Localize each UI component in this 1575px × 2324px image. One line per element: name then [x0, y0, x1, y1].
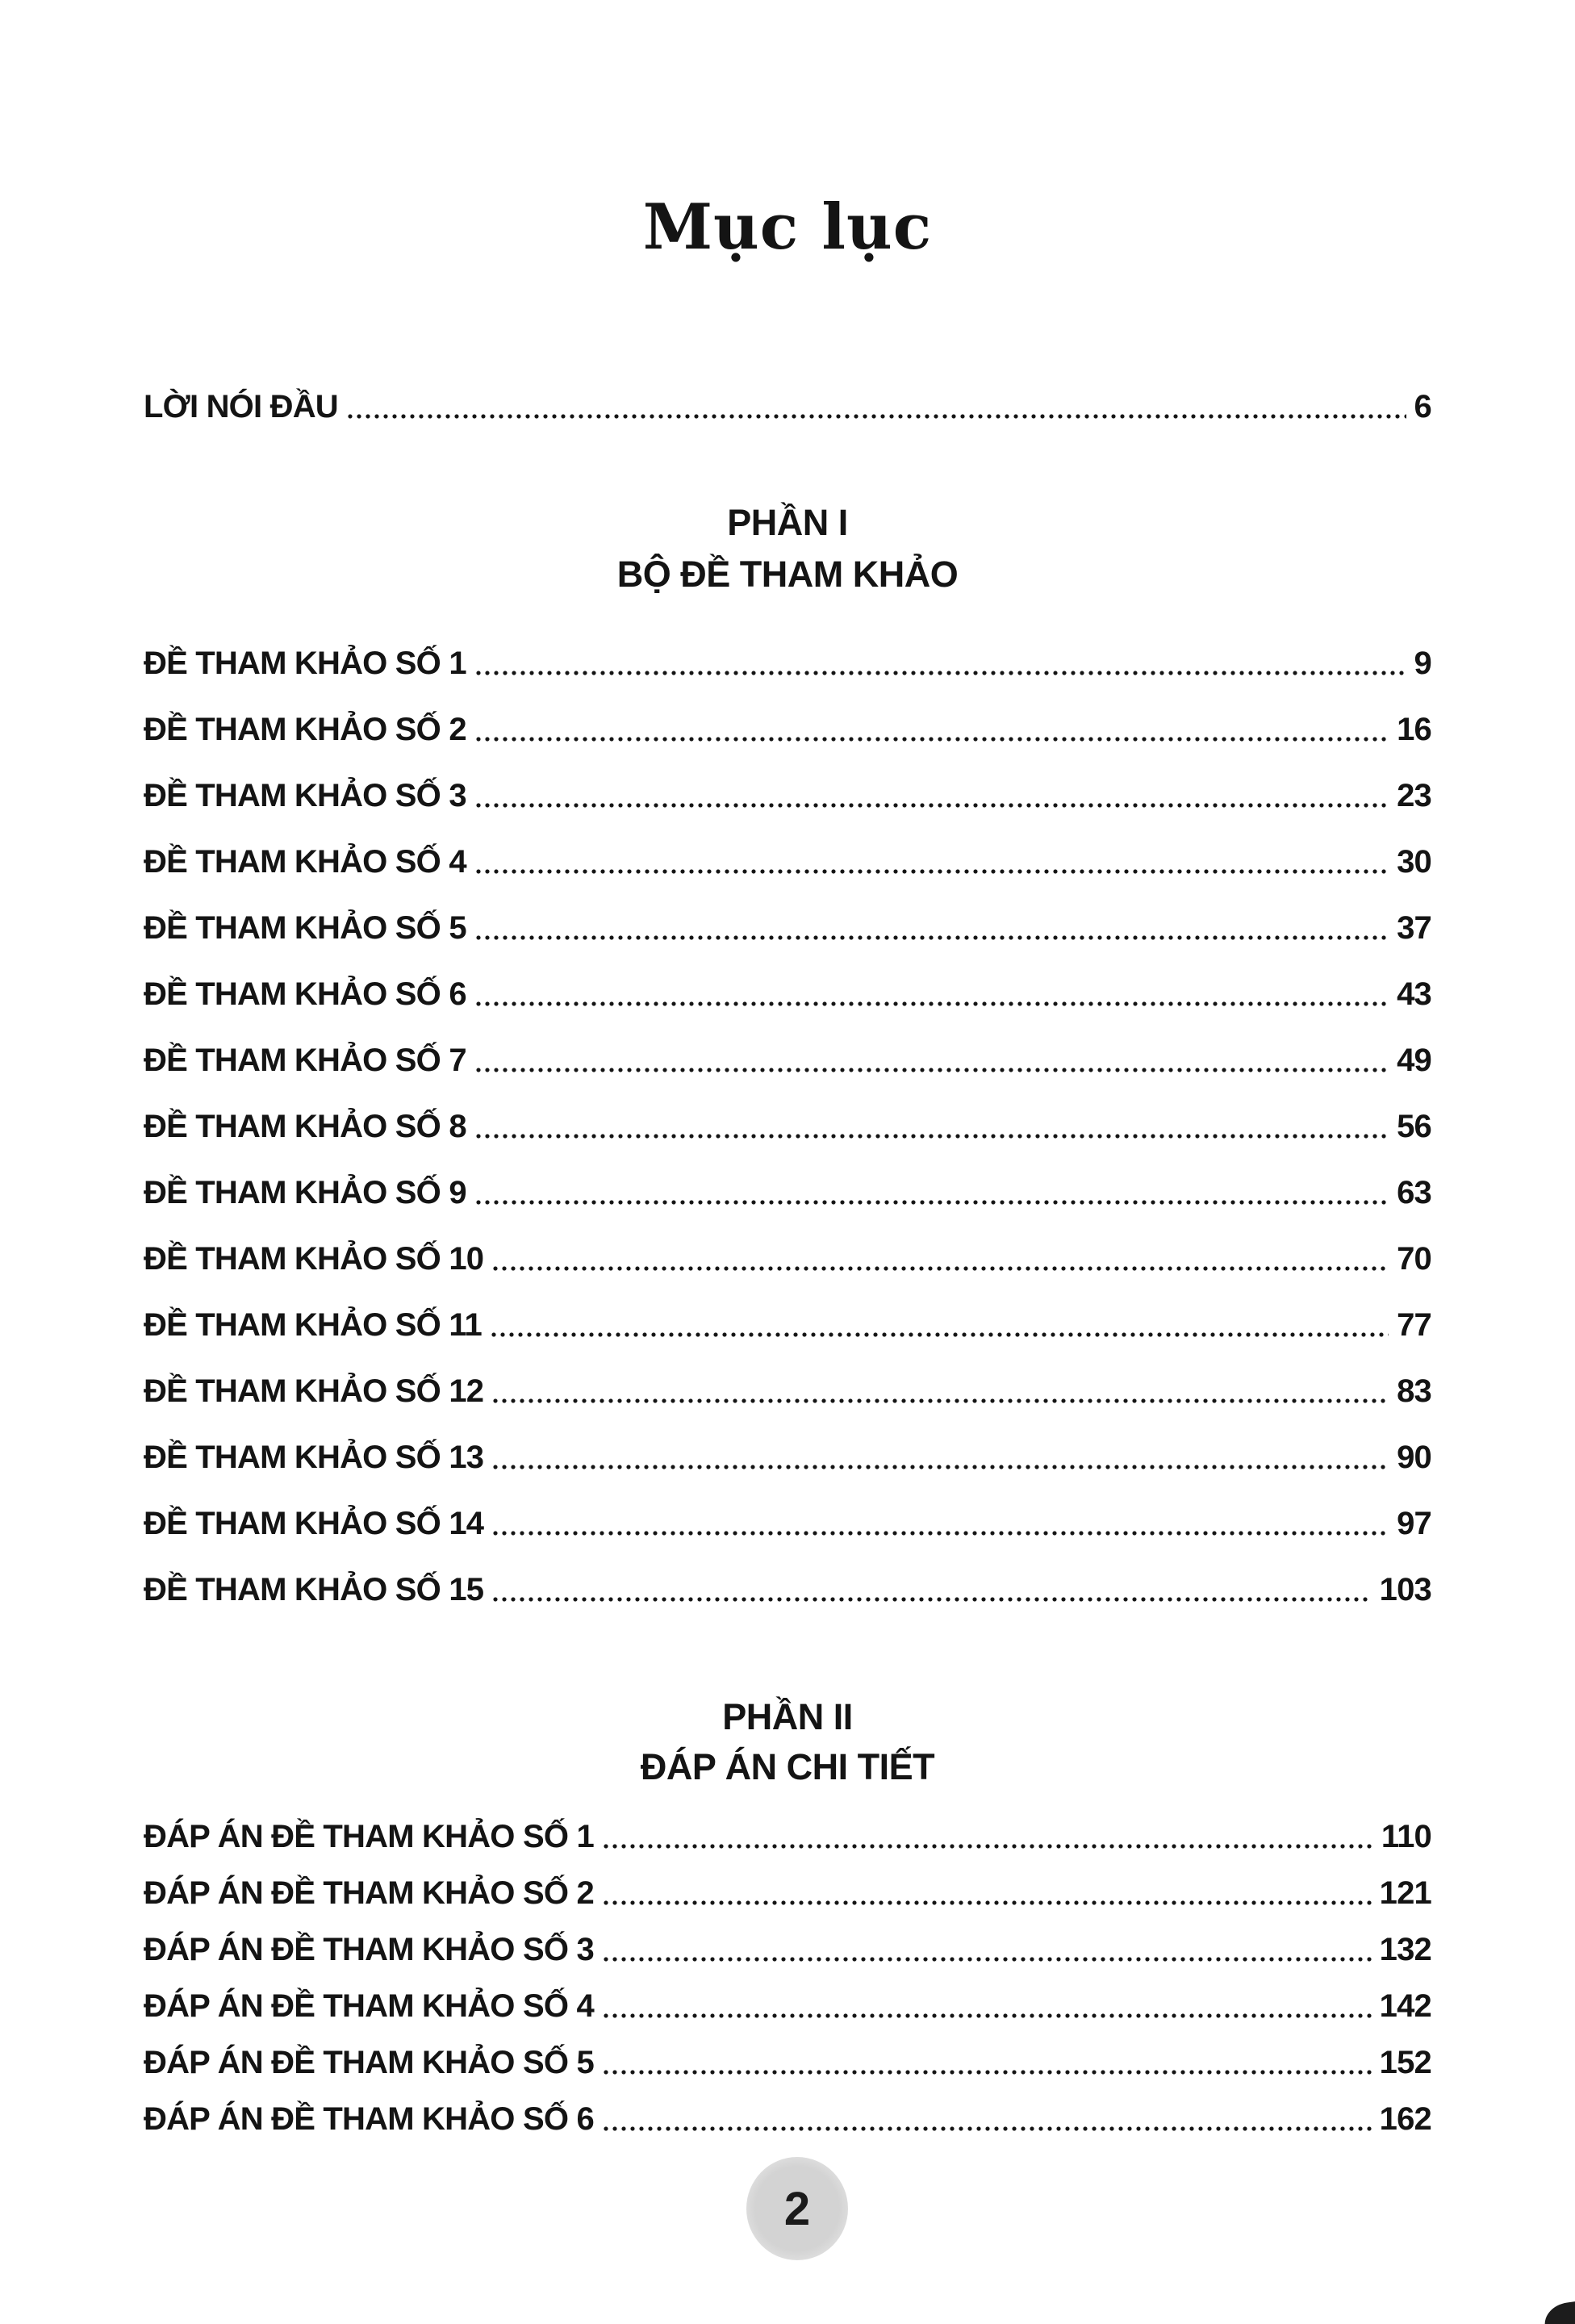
toc-entry — [144, 893, 1431, 959]
toc-entry — [144, 1026, 1431, 1092]
toc-entry-page: 16 — [1397, 712, 1431, 747]
toc-entry-label: ĐỀ THAM KHẢO SỐ 7 — [144, 1043, 466, 1078]
toc-entry-label: ĐỀ THAM KHẢO SỐ 10 — [144, 1241, 484, 1277]
toc-entry-page: 132 — [1379, 1932, 1431, 1967]
toc-entry-label: ĐỀ THAM KHẢO SỐ 14 — [144, 1506, 484, 1541]
part1-entries — [144, 629, 1431, 1621]
toc-entry-label: LỜI NÓI ĐẦU — [144, 389, 338, 424]
toc-entry-label: ĐÁP ÁN ĐỀ THAM KHẢO SỐ 4 — [144, 1988, 594, 2024]
toc-entry-page: 63 — [1397, 1175, 1431, 1210]
toc-entry-page: 30 — [1397, 844, 1431, 880]
toc-entry-label: ĐỀ THAM KHẢO SỐ 12 — [144, 1373, 484, 1409]
toc-entry-label: ĐỀ THAM KHẢO SỐ 5 — [144, 910, 466, 946]
toc-entry-page: 56 — [1397, 1109, 1431, 1144]
dot-leader — [604, 2013, 1372, 2018]
dot-leader — [604, 2070, 1372, 2075]
toc-entry — [144, 1356, 1431, 1423]
toc-entry-label: ĐÁP ÁN ĐỀ THAM KHẢO SỐ 3 — [144, 1932, 594, 1967]
dot-leader — [476, 869, 1389, 874]
dot-leader — [604, 1957, 1372, 1962]
page-number-badge — [746, 2157, 848, 2260]
toc-entry — [144, 2034, 1431, 2091]
scan-artifact-corner — [1542, 2301, 1575, 2324]
toc-entry-page: 110 — [1381, 1819, 1431, 1854]
toc-entry-page: 83 — [1397, 1373, 1431, 1409]
toc-entry — [144, 1092, 1431, 1158]
dot-leader — [476, 737, 1389, 742]
toc-entry — [144, 695, 1431, 761]
toc-entry-page: 9 — [1414, 646, 1431, 681]
toc-entry — [144, 827, 1431, 893]
toc-entry-label: ĐỀ THAM KHẢO SỐ 2 — [144, 712, 466, 747]
part2-entries — [144, 1808, 1431, 2147]
dot-leader — [493, 1531, 1389, 1536]
toc-entry — [144, 1978, 1431, 2034]
toc-entry — [144, 1489, 1431, 1555]
toc-entry — [144, 1808, 1431, 1865]
toc-entry-page: 152 — [1379, 2045, 1431, 2080]
part2-heading: PHẦN II — [722, 1696, 853, 1737]
toc-entry-label: ĐÁP ÁN ĐỀ THAM KHẢO SỐ 6 — [144, 2101, 594, 2137]
toc-entry-page: 142 — [1379, 1988, 1431, 2024]
toc-entry — [144, 761, 1431, 827]
dot-leader — [348, 414, 1406, 419]
dot-leader — [476, 1001, 1389, 1006]
dot-leader — [476, 671, 1406, 675]
toc-entry — [144, 1290, 1431, 1356]
toc-entry-label: ĐỀ THAM KHẢO SỐ 13 — [144, 1440, 484, 1475]
toc-entry — [144, 1921, 1431, 1978]
part2-subheading: ĐÁP ÁN CHI TIẾT — [640, 1746, 935, 1787]
toc-entry-label: ĐÁP ÁN ĐỀ THAM KHẢO SỐ 5 — [144, 2045, 594, 2080]
toc-entry-label: ĐỀ THAM KHẢO SỐ 6 — [144, 976, 466, 1012]
toc-entry-label: ĐỀ THAM KHẢO SỐ 4 — [144, 844, 466, 880]
toc-entry-page: 162 — [1379, 2101, 1431, 2137]
toc-entry-page: 23 — [1397, 778, 1431, 813]
dot-leader — [476, 1068, 1389, 1072]
toc-entry — [144, 629, 1431, 695]
toc-entry-intro — [144, 385, 1431, 432]
toc-entry — [144, 2091, 1431, 2147]
dot-leader — [476, 803, 1389, 808]
toc-entry-page: 43 — [1397, 976, 1431, 1012]
toc-entry-page: 103 — [1379, 1572, 1431, 1607]
dot-leader — [476, 1200, 1389, 1205]
dot-leader — [604, 1844, 1373, 1849]
toc-entry — [144, 1224, 1431, 1290]
toc-entry — [144, 1158, 1431, 1224]
dot-leader — [493, 1597, 1371, 1602]
page-number: 2 — [783, 2182, 811, 2235]
part1-subheading: BỘ ĐỀ THAM KHẢO — [616, 554, 959, 595]
toc-entry-page: 97 — [1397, 1506, 1431, 1541]
toc-entry-label: ĐỀ THAM KHẢO SỐ 11 — [144, 1307, 482, 1343]
toc-entry-label: ĐÁP ÁN ĐỀ THAM KHẢO SỐ 1 — [144, 1819, 594, 1854]
toc-entry — [144, 959, 1431, 1026]
toc-entry-label: ĐỀ THAM KHẢO SỐ 9 — [144, 1175, 466, 1210]
toc-entry-label: ĐÁP ÁN ĐỀ THAM KHẢO SỐ 2 — [144, 1875, 594, 1911]
toc-entry-label: ĐỀ THAM KHẢO SỐ 3 — [144, 778, 466, 813]
dot-leader — [476, 935, 1389, 940]
toc-entry — [144, 1865, 1431, 1921]
part1-heading: PHẦN I — [727, 502, 848, 543]
page-title: Mục lục — [642, 190, 933, 264]
toc-entry-page: 90 — [1397, 1440, 1431, 1475]
dot-leader — [493, 1398, 1389, 1403]
dot-leader — [491, 1332, 1389, 1337]
dot-leader — [604, 2126, 1372, 2131]
dot-leader — [493, 1465, 1389, 1469]
toc-entry — [144, 1423, 1431, 1489]
toc-entry-page: 77 — [1397, 1307, 1431, 1343]
toc-entry-page: 49 — [1397, 1043, 1431, 1078]
toc-entry-label: ĐỀ THAM KHẢO SỐ 1 — [144, 646, 466, 681]
dot-leader — [493, 1266, 1389, 1271]
dot-leader — [476, 1134, 1389, 1139]
toc-entry-page: 70 — [1397, 1241, 1431, 1277]
dot-leader — [604, 1900, 1372, 1905]
toc-entry-page: 6 — [1414, 389, 1431, 424]
toc-entry-page: 121 — [1379, 1875, 1431, 1911]
toc-entry-page: 37 — [1397, 910, 1431, 946]
toc-entry — [144, 1555, 1431, 1621]
toc-entry-label: ĐỀ THAM KHẢO SỐ 15 — [144, 1572, 484, 1607]
toc-entry-label: ĐỀ THAM KHẢO SỐ 8 — [144, 1109, 466, 1144]
